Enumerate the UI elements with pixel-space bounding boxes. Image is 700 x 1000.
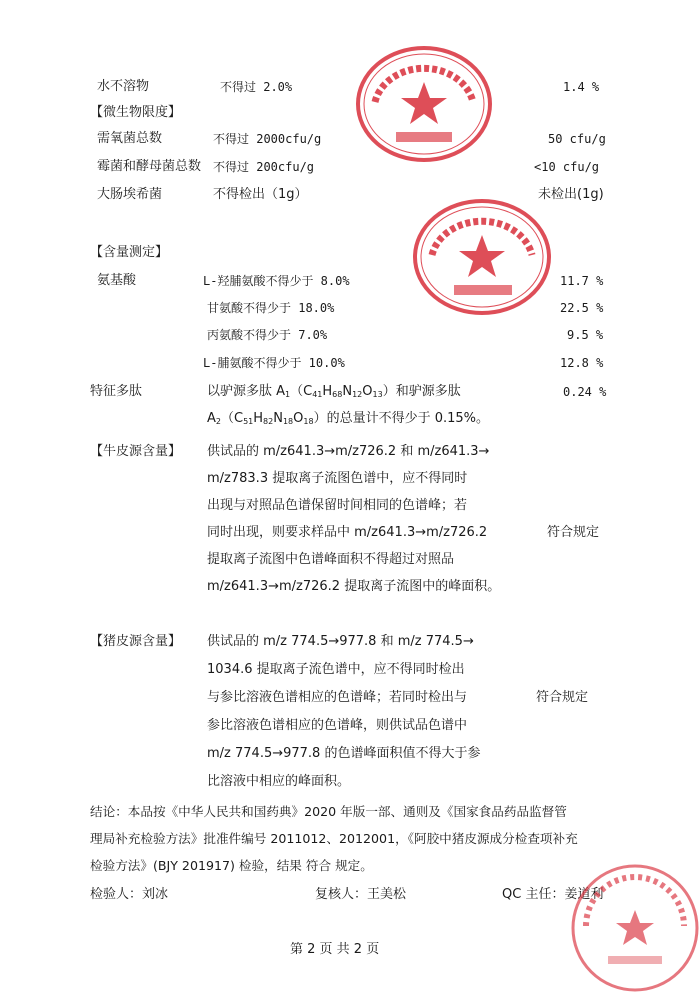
peptide-line-2: $A_2(C_{51}H_{82}N_{18}O_{18})$的总量计不得少于 0.15%。 bbox=[207, 411, 490, 426]
qc-signature: QC 主任：姜道利 bbox=[502, 887, 604, 902]
assay-limit-0: L-羟脯氨酸不得少于 8.0% bbox=[203, 274, 350, 288]
bovine-line-4: 提取离子流图中色谱峰面积不得超过对照品 bbox=[207, 552, 455, 567]
quality-seal bbox=[410, 195, 554, 319]
porcine-header: 【猪皮源含量】 bbox=[90, 634, 182, 649]
assay-limit-2: 丙氨酸不得少于 7.0% bbox=[207, 328, 328, 342]
row-name-ecoli: 大肠埃希菌 bbox=[97, 187, 163, 202]
porcine-line-4: m/z 774.5→977.8 的色谱峰面积值不得大于参 bbox=[207, 746, 481, 761]
row-result-mold: <10 cfu/g bbox=[534, 160, 600, 174]
porcine-line-2: 与参比溶液色谱相应的色谱峰；若同时检出与 bbox=[207, 690, 468, 705]
porcine-line-0: 供试品的 m/z 774.5→977.8 和 m/z 774.5→ bbox=[207, 634, 474, 649]
porcine-result: 符合规定 bbox=[536, 690, 589, 705]
bovine-result: 符合规定 bbox=[547, 525, 600, 540]
inspection-seal bbox=[353, 42, 495, 166]
row-name-water-insoluble: 水不溶物 bbox=[97, 79, 150, 94]
row-name-mold: 霉菌和酵母菌总数 bbox=[97, 159, 202, 174]
row-name-aerobic: 需氧菌总数 bbox=[97, 131, 163, 146]
row-limit-water-insoluble: 不得过 2.0% bbox=[220, 80, 293, 94]
peptide-line-1: 以驴源多肽 $A_1(C_{41}H_{68}N_{12}O_{13})$和驴源多肽 bbox=[207, 384, 461, 399]
bovine-header: 【牛皮源含量】 bbox=[90, 444, 182, 459]
assay-limit-1: 甘氨酸不得少于 18.0% bbox=[207, 301, 335, 315]
bovine-line-5: m/z641.3→m/z726.2 提取离子流图中的峰面积。 bbox=[207, 579, 501, 594]
bovine-line-3: 同时出现，则要求样品中 m/z641.3→m/z726.2 bbox=[207, 525, 488, 540]
bovine-line-0: 供试品的 m/z641.3→m/z726.2 和 m/z641.3→ bbox=[207, 444, 490, 459]
row-limit-ecoli: 不得检出（1g） bbox=[213, 187, 308, 202]
assay-limit-3: L-脯氨酸不得少于 10.0% bbox=[203, 356, 345, 370]
porcine-line-3: 参比溶液色谱相应的色谱峰，则供试品色谱中 bbox=[207, 718, 468, 733]
bovine-line-2: 出现与对照品色谱保留时间相同的色谱峰；若 bbox=[207, 498, 468, 513]
assay-result-2: 9.5 % bbox=[567, 328, 604, 342]
row-result-aerobic: 50 cfu/g bbox=[548, 132, 606, 146]
bovine-line-1: m/z783.3 提取离子流图色谱中，应不得同时 bbox=[207, 471, 468, 486]
row-result-water-insoluble: 1.4 % bbox=[563, 80, 600, 94]
conclusion-line-2: 检验方法》(BJY 201917) 检验，结果 符合 规定。 bbox=[90, 858, 373, 873]
conclusion-line-1: 理局补充检验方法》批准件编号 2011012、2012001，《阿胶中猪皮源成分检查项补充 bbox=[90, 831, 578, 846]
peptide-name: 特征多肽 bbox=[90, 384, 143, 399]
reviewer-signature: 复核人：王美松 bbox=[315, 887, 407, 902]
inspector-signature: 检验人：刘冰 bbox=[90, 887, 169, 902]
conclusion-line-0: 结论：本品按《中华人民共和国药典》2020 年版一部、通则及《国家食品药品监督管 bbox=[90, 804, 567, 819]
row-limit-mold: 不得过 200cfu/g bbox=[213, 160, 315, 174]
porcine-line-1: 1034.6 提取离子流色谱中，应不得同时检出 bbox=[207, 662, 465, 677]
assay-result-0: 11.7 % bbox=[560, 274, 604, 288]
qc-seal bbox=[570, 860, 700, 995]
row-result-ecoli: 未检出(1g) bbox=[538, 187, 604, 202]
page-footer: 第 2 页 共 2 页 bbox=[290, 942, 380, 957]
section-header-microbe: 【微生物限度】 bbox=[90, 105, 182, 120]
peptide-result: 0.24 % bbox=[563, 385, 607, 399]
assay-name: 氨基酸 bbox=[97, 273, 137, 288]
assay-result-1: 22.5 % bbox=[560, 301, 604, 315]
porcine-line-5: 比溶液中相应的峰面积。 bbox=[207, 774, 351, 789]
assay-result-3: 12.8 % bbox=[560, 356, 604, 370]
row-limit-aerobic: 不得过 2000cfu/g bbox=[213, 132, 322, 146]
section-header-assay: 【含量测定】 bbox=[90, 245, 169, 260]
